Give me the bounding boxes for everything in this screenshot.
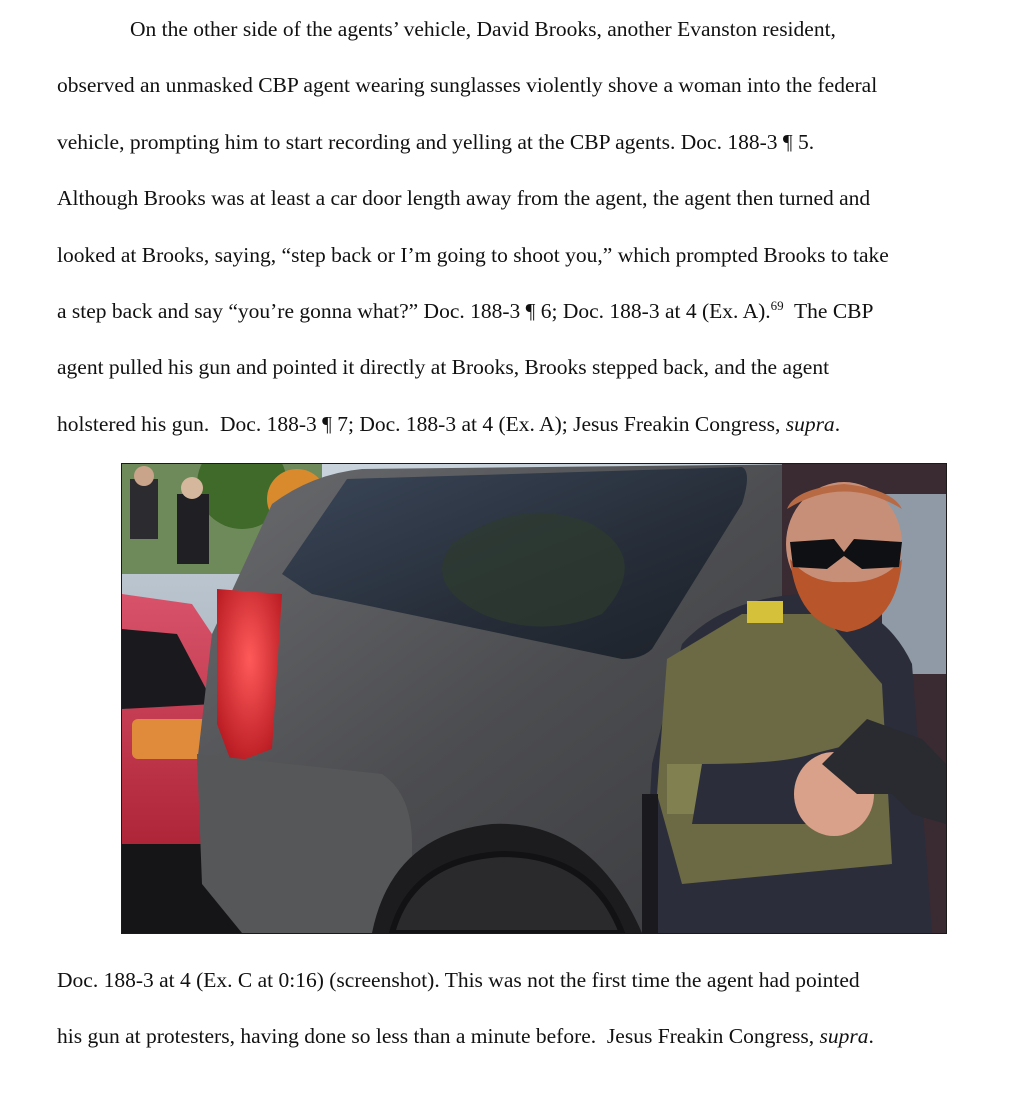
italic-citation: supra [785,411,835,436]
text-line-body: holstered his gun. Doc. 188-3 ¶ 7; Doc. 188-3 at 4 (Ex. A); Jesus Freakin Congress, [57,411,786,436]
text-line: looked at Brooks, saying, “step back or I’m going to shoot you,” which prompted Brooks to take [57,242,889,267]
italic-citation: supra [819,1024,869,1049]
shoulder-patch [747,601,783,623]
paragraph-1 [57,1,1007,452]
text-line: vehicle, prompting him to start recording and yelling at the CBP agents. Doc. 188-3 ¶ 5. [57,129,815,154]
screenshot-figure [121,463,947,934]
text-line: Although Brooks was at least a car door length away from the agent, the agent then turned and [57,186,871,211]
taillight [217,589,282,764]
text-line-body: his gun at protesters, having done so less than a minute before. Jesus Freakin Congress, [57,1024,820,1049]
text-line: Doc. 188-3 at 4 (Ex. C at 0:16) (screenshot). This was not the first time the agent had pointed [57,968,860,992]
text-line-end: . [834,411,841,436]
paragraph-2 [57,952,1007,1065]
text-line-tail: The CBP [783,299,874,324]
footnote-reference[interactable]: 69 [770,298,784,314]
holster-strap [642,794,658,933]
text-line: On the other side of the agents’ vehicle, David Brooks, another Evanston resident, [130,17,836,41]
text-line [57,283,1007,339]
text-line [57,1008,1007,1064]
text-line: agent pulled his gun and pointed it directly at Brooks, Brooks stepped back, and the agent [57,355,830,380]
text-line [57,396,1007,452]
text-line-end: . [868,1024,874,1049]
text-line-body: a step back and say “you’re gonna what?” Doc. 188-3 ¶ 6; Doc. 188-3 at 4 (Ex. A). [57,299,771,324]
text-line: observed an unmasked CBP agent wearing sunglasses violently shove a woman into the federal [57,73,878,98]
video-screenshot-image [122,464,946,933]
